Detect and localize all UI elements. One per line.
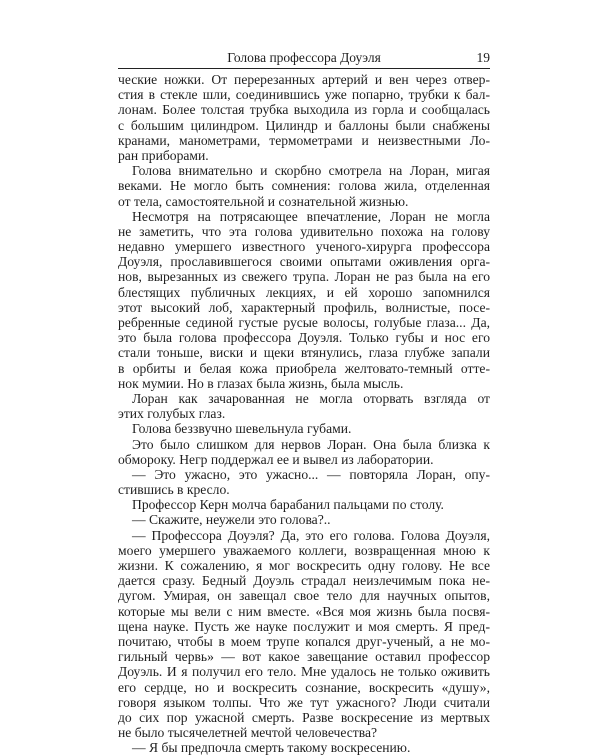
text-line: недавно умершего известного ученого-хирурга профессора: [118, 239, 490, 255]
text-line: ческие ножки. От перерезанных артерий и вен через отвер-: [118, 72, 490, 87]
text-line: Профессор Керн молча барабанил пальцами по столу.: [132, 497, 444, 513]
paragraph: [118, 467, 490, 497]
text-line: стали тоньше, виски и щеки втянулись, глаза глубже запали: [118, 345, 490, 361]
paragraph: [118, 209, 490, 391]
text-line: которые мы вели с ним вместе. «Вся моя жизнь была посвя-: [118, 603, 490, 619]
text-line: — Я бы предпочла смерть такому воскресению.: [132, 740, 411, 755]
text-line: гильный червь» — вот какое завещание оставил профессор: [118, 649, 490, 665]
text-line: Голова внимательно и скорбно смотрела на Лоран, мигая: [132, 163, 490, 179]
text-line: — Скажите, неужели это голова?..: [132, 512, 331, 528]
text-line: этот высокий лоб, характерный профиль, волнистые, посе-: [118, 299, 490, 315]
paragraph: [118, 740, 490, 755]
text-line: Доуэль. И я получил его тело. Мне удалось не только оживить: [118, 664, 490, 680]
text-line: до сих пор ужасной смерть. Разве воскресение из мертвых: [118, 709, 490, 725]
text-line: Это было слишком для нервов Лоран. Она была близка к: [132, 436, 490, 452]
text-line: не было тысячелетней мечтой человечества?: [118, 725, 378, 741]
paragraph: [118, 437, 490, 467]
text-line: Несмотря на потрясающее впечатление, Лоран не могла: [132, 208, 490, 224]
text-line: от тела, самостоятельной и сознательной жизнью.: [118, 193, 409, 209]
paragraph: [118, 72, 490, 163]
text-line: ребренные сединой густые русые волосы, голубые глаза... Да,: [118, 315, 490, 330]
paragraph: [118, 421, 490, 436]
text-line: его сердце, но и воскресить сознание, воскресить «душу»,: [118, 679, 490, 695]
body-text: [118, 72, 490, 755]
page-number: 19: [476, 50, 490, 65]
text-line: щена науке. Пусть же науке послужит и моя смерть. Я пред-: [118, 618, 490, 634]
text-line: стия в стекле шли, соединившись уже попарно, трубки к бал-: [118, 87, 490, 103]
paragraph: [118, 497, 490, 512]
text-line: стившись в кресло.: [118, 482, 230, 498]
text-line: веками. Не могло быть сомнения: голова жила, отделенная: [118, 178, 490, 194]
text-line: говоря языком толпы. Что же тут ужасного? Люди считали: [118, 694, 490, 710]
text-line: нов, вырезанных из свежего трупа. Лоран не раз была на его: [118, 269, 490, 285]
running-head: [118, 49, 490, 67]
text-line: этих голубых глаз.: [118, 406, 226, 422]
text-line: Лоран как зачарованная не могла оторвать взгляда от: [132, 390, 490, 406]
paragraph: [118, 528, 490, 741]
paragraph: [118, 163, 490, 209]
header-rule: [118, 68, 490, 69]
text-line: с большим цилиндром. Цилиндр и баллоны были снабжены: [118, 117, 490, 133]
text-line: почитаю, чтобы в моем трупе копался друг-ученый, а не мо-: [118, 633, 490, 649]
text-line: жизни. К сожалению, я мог воскресить одну голову. Не все: [118, 558, 490, 573]
text-line: кранами, манометрами, термометрами и неизвестными Ло-: [118, 132, 490, 148]
paragraph: [118, 391, 490, 421]
text-line: — Профессора Доуэля? Да, это его голова. Голова Доуэля,: [132, 527, 490, 543]
text-line: блестящих публичных лекциях, и ей хорошо запомнился: [118, 284, 490, 300]
paragraph: [118, 512, 490, 527]
text-line: лонам. Более толстая трубка выходила из горла и сообщалась: [118, 102, 490, 118]
text-line: — Это ужасно, это ужасно... — повторяла Лоран, опу-: [132, 466, 490, 482]
text-line: это была голова профессора Доуэля. Только губы и нос его: [118, 330, 490, 346]
text-line: моего умершего уважаемого коллеги, возвращенная мною к: [118, 542, 490, 558]
text-line: обмороку. Негр поддержал ее и вывел из лаборатории.: [118, 451, 434, 467]
text-line: ран приборами.: [118, 147, 209, 163]
text-line: в орбиты и белая кожа приобрела желтовато-темный отте-: [118, 360, 490, 376]
text-line: дугом. Умирая, он завещал свое тело для научных опытов,: [118, 588, 490, 604]
text-line: Доуэля, прославившегося своими опытами оживления орга-: [118, 254, 490, 270]
text-line: Голова беззвучно шевельнула губами.: [132, 421, 352, 437]
running-title: Голова профессора Доуэля: [227, 50, 381, 65]
text-line: нок мумии. Но в глазах была жизнь, была мысль.: [118, 375, 404, 391]
text-line: дается сразу. Бедный Доуэль страдал неизлечимым пока не-: [118, 573, 490, 589]
text-line: не заметить, что эта голова удивительно похожа на голову: [118, 223, 490, 239]
